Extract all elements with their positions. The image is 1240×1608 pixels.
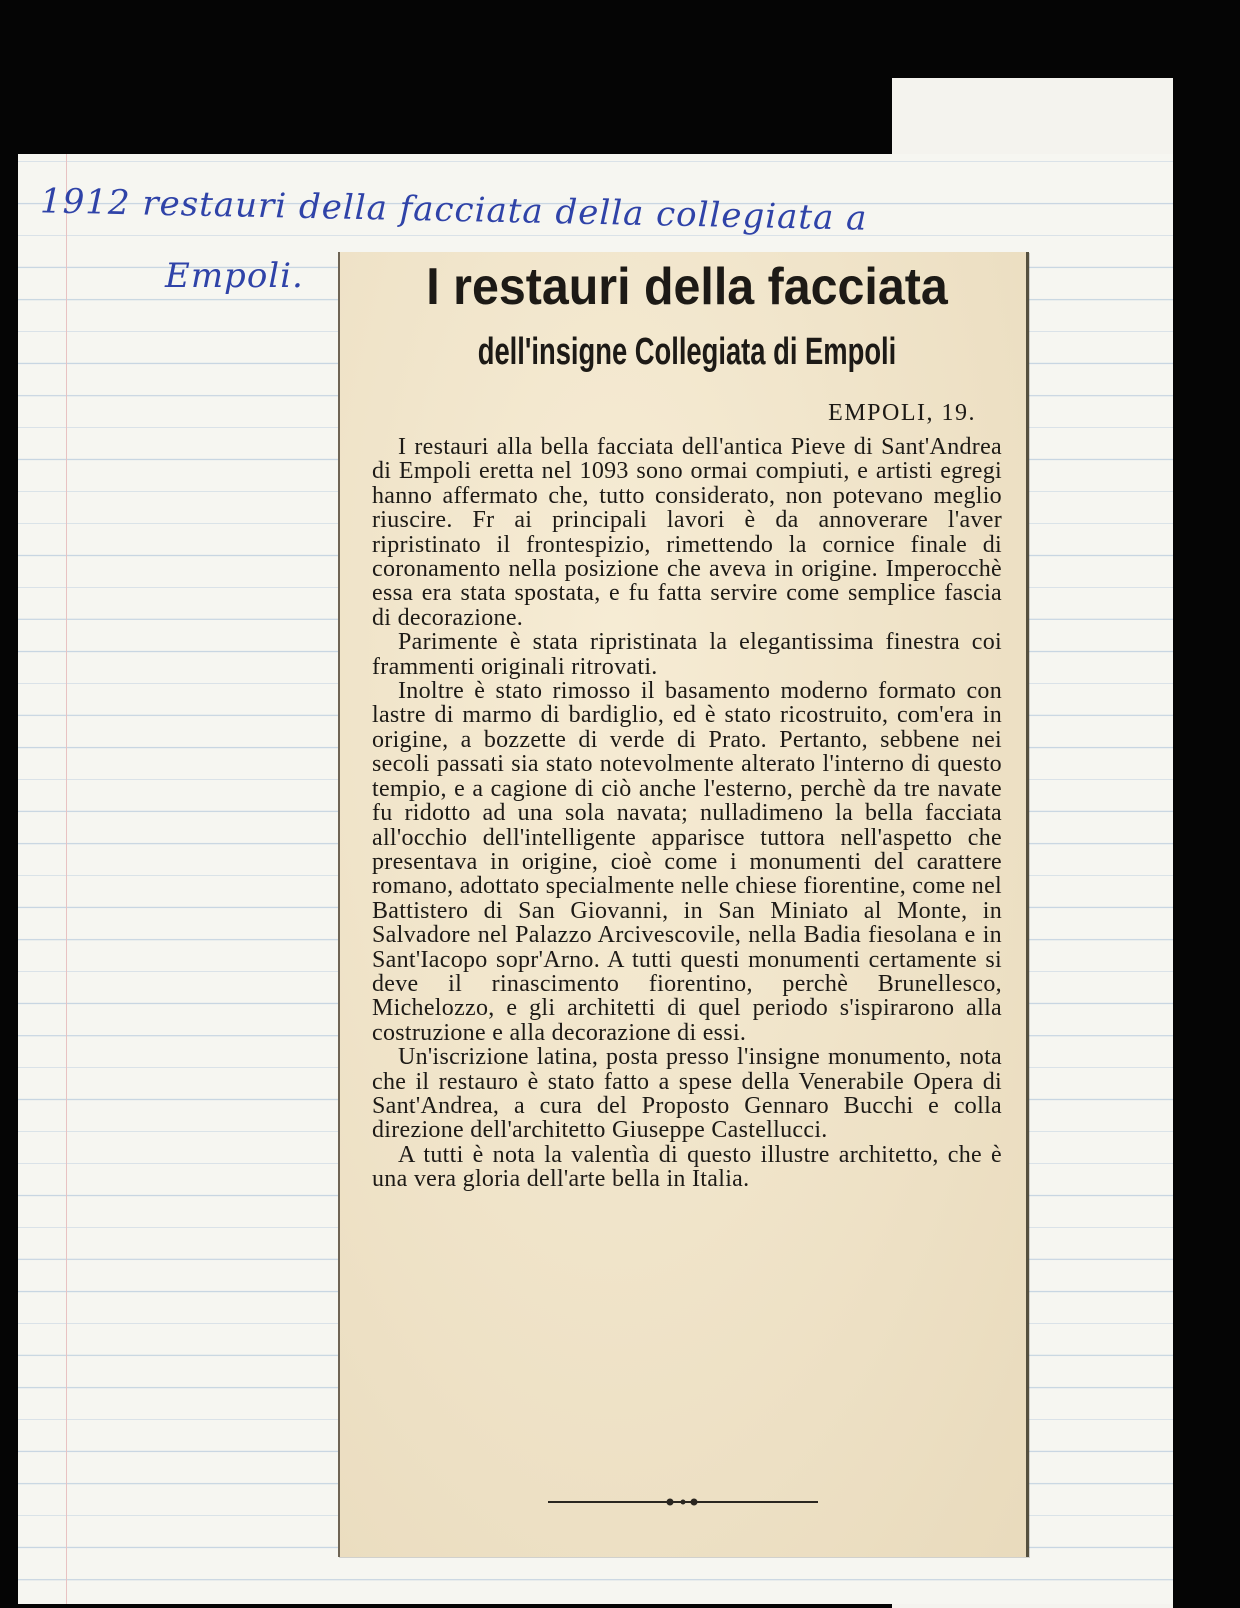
handwritten-note-line-1: 1912 restauri della facciata della collegiata a xyxy=(39,181,868,239)
article-paragraph: Parimente è stata ripristinata la elegantissima finestra coi frammenti originali ritrovati. xyxy=(372,629,1002,680)
article-paragraph: I restauri alla bella facciata dell'antica Pieve di Sant'Andrea di Empoli eretta nel 1093 sono ormai compiuti, e artisti egregi hanno affermato che, tutto considerato, non potevano meglio riuscire. Fr ai principali lavori è da annoverare l'aver ripristinato il frontespizio, rimettendo la cornice finale di coronamento nella posizione che aveva in origine. Imperocchè essa era stata spostata, e fu fatta servire come semplice fascia di decorazione. xyxy=(372,434,1002,631)
newspaper-clipping xyxy=(338,252,1029,1557)
clipping-headline: I restauri della facciata xyxy=(426,258,948,316)
article-paragraph: A tutti è nota la valentìa di questo illustre architetto, che è una vera gloria dell'arte bella in Italia. xyxy=(372,1141,1002,1193)
end-ornament-rule xyxy=(548,1497,818,1507)
article-paragraph: Inoltre è stato rimosso il basamento moderno formato con lastre di marmo di bardiglio, ed è stato ricostruito, com'era in origine, a bozzette di verde di Prato. Pertanto, sebbene nei secoli passati sia stato notevolmente alterato l'interno di questo tempio, e a cagione di ciò anche l'esterno, perchè da tre navate fu ridotto ad una sola navata; nulladimeno la bella facciata all'occhio dell'intelligente apparisce tuttora nell'aspetto che presentava in origine, cioè come i monumenti del carattere romano, adottato specialmente nelle chiese fiorentine, come nel Battistero di San Giovanni, in San Miniato al Monte, in Salvadore nel Palazzo Arcivescovile, nella Badia fiesolana e in Sant'Iacopo sopr'Arno. A tutti questi monumenti certamente si deve il rinascimento fiorentino, perchè Brunellesco, Michelozzo, e gli architetti di quel periodo s'ispirarono alla costruzione e alla decorazione di essi. xyxy=(372,678,1002,1046)
handwritten-note-line-2: Empoli. xyxy=(165,256,304,296)
clipping-dateline: EMPOLI, 19. xyxy=(828,400,976,426)
clipping-content xyxy=(372,252,1002,1192)
clipping-subheadline: dell'insigne Collegiata di Empoli xyxy=(477,331,897,373)
clipping-body xyxy=(372,435,1002,1192)
article-paragraph: Un'iscrizione latina, posta presso l'insigne monumento, nota che il restauro è stato fatto a spese della Venerabile Opera di Sant'Andrea, a cura del Proposto Gennaro Bucchi e colla direzione dell'architetto Giuseppe Castellucci. xyxy=(372,1044,1002,1144)
margin-line xyxy=(66,154,67,1604)
